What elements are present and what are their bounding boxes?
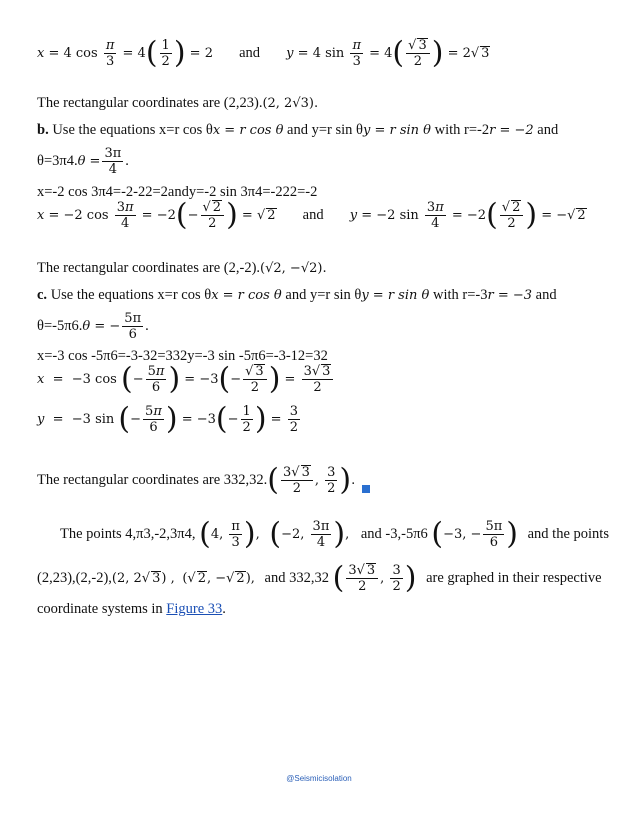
part-b-line: b. Use the equations x=r cos θx = r cos θ and y=r sin θy = r sin θ with r=-2r = −2 and <box>37 122 559 138</box>
theta-c-line: θ=-5π6.θ = − $\frac{5\pi}{6}$ . <box>37 311 149 342</box>
equation-c-y: y = −3 sin (− $\frac{5\pi}{6}$ ) = −3(− $\frac{1}{2}$ ) = $\frac{3}{2}$ <box>37 401 298 437</box>
equation-a: x = 4 cos $\frac{\pi}{3}$ = 4( $\frac{1}{2}$ ) = 2 and y = 4 sin $\frac{\pi}{3}$ = 4( $\frac{√ 3}{2}$ ) = 2√ 3 <box>37 35 490 71</box>
rect-coords-c: The rectangular coordinates are 332,32.( $\frac{3√ 3}{2}$ , $\frac{3}{2}$ ). <box>37 462 356 498</box>
points-line-2: (2,23),(2,-2),(2, 2√ 3) , (√ 2, −√ 2), and 332,32 ( $\frac{3√ 3}{2}$ , $\frac{3}{2}$ ) are graphed in their respective <box>37 560 602 596</box>
last-line: coordinate systems in Figure 33. <box>37 601 226 617</box>
part-c-line: c. Use the equations x=r cos θx = r cos θ and y=r sin θy = r sin θ with r=-3r = −3 and <box>37 287 557 303</box>
equation-c-x: x = −3 cos (− $\frac{5\pi}{6}$ ) = −3(− $\frac{√ 3}{2}$ ) = $\frac{3√ 3}{2}$ <box>37 364 335 395</box>
figure-33-link[interactable]: Figure 33 <box>166 601 223 617</box>
points-line-1: The points 4,π3,-2,3π4, (4, $\frac{\pi}{3}$ ), (−2, $\frac{3\pi}{4}$ ), and -3,-5π6 (−3, − $\frac{5\pi}{6}$ ) and the points <box>60 516 609 552</box>
footer-watermark: @Seismicisolation <box>286 774 352 783</box>
calc-c-line: x=-3 cos -5π6=-3-32=332y=-3 sin -5π6=-3-12=32 <box>37 348 328 364</box>
rect-coords-a: The rectangular coordinates are (2,23).(2, 2√3). <box>37 95 319 111</box>
calc-b-line: x=-2 cos 3π4=-2-22=2andy=-2 sin 3π4=-222=-2 <box>37 184 318 200</box>
end-of-proof-square <box>362 485 370 493</box>
equation-b: x = −2 cos $\frac{3\pi}{4}$ = −2(− $\frac{√ 2}{2}$ ) = √ 2 and y = −2 sin $\frac{3\pi}{4}$ = −2( $\frac{√ 2}{2}$ ) = −√ 2 <box>37 197 586 233</box>
theta-b-line: θ=3π4.θ = $\frac{3\pi}{4}$ . <box>37 146 129 177</box>
rect-coords-b: The rectangular coordinates are (2,-2).(√2, −√2). <box>37 260 327 276</box>
